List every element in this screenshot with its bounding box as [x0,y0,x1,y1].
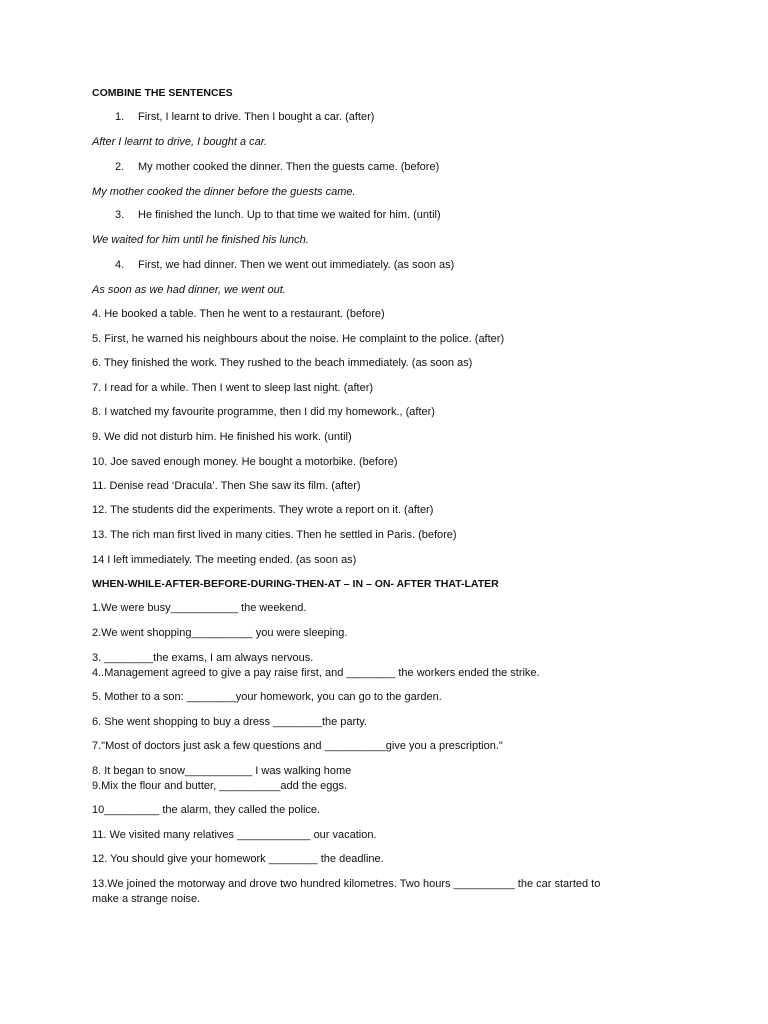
example-answer: As soon as we had dinner, we went out. [92,284,286,296]
example-prompt-text: First, we had dinner. Then we went out immediately. (as soon as) [138,259,455,271]
example-number: 3. [115,209,125,221]
exercise-item: 14 I left immediately. The meeting ended. (as soon as) [92,554,357,566]
example-number: 1. [115,111,125,123]
example-answer: After I learnt to drive, I bought a car. [92,136,268,148]
example-prompt-text: First, I learnt to drive. Then I bought a car. (after) [138,111,375,123]
example-prompt-text: My mother cooked the dinner. Then the guests came. (before) [138,161,440,173]
fill-blank-item: 3. ________the exams, I am always nervous. [92,652,314,664]
fill-blank-item: 12. You should give your homework ________ the deadline. [92,853,384,865]
fill-blank-item: 2.We went shopping__________ you were sleeping. [92,627,348,639]
fill-blank-item: 1.We were busy___________ the weekend. [92,602,307,614]
example-answer: We waited for him until he finished his lunch. [92,234,309,246]
exercise-item: 10. Joe saved enough money. He bought a motorbike. (before) [92,456,398,468]
fill-blank-item: 10_________ the alarm, they called the police. [92,804,321,816]
fill-blank-item: 13.We joined the motorway and drove two hundred kilometres. Two hours __________ the car started to [92,878,601,890]
exercise-item: 11. Denise read ‘Dracula’. Then She saw its film. (after) [92,480,361,492]
fill-blank-item: 6. She went shopping to buy a dress ________the party. [92,716,367,728]
exercise-item: 7. I read for a while. Then I went to sleep last night. (after) [92,382,374,394]
fill-blank-item: 5. Mother to a son: ________your homework, you can go to the garden. [92,691,442,703]
exercise-item: 8. I watched my favourite programme, then I did my homework., (after) [92,406,435,418]
exercise-item: 12. The students did the experiments. They wrote a report on it. (after) [92,504,434,516]
example-prompt [115,259,454,272]
fill-blank-item-continued: make a strange noise. [92,893,201,905]
exercise-item: 6. They finished the work. They rushed to the beach immediately. (as soon as) [92,357,473,369]
example-prompt-text: He finished the lunch. Up to that time we waited for him. (until) [138,209,441,221]
exercise-item: 5. First, he warned his neighbours about the noise. He complaint to the police. (after) [92,333,505,345]
fill-blank-item: 9.Mix the flour and butter, __________add the eggs. [92,780,348,792]
fill-blank-item: 7."Most of doctors just ask a few questions and __________give you a prescription." [92,740,503,752]
example-answer: My mother cooked the dinner before the guests came. [92,186,356,198]
fill-blank-item: 8. It began to snow___________ I was walking home [92,765,352,777]
fill-blank-item: 4..Management agreed to give a pay raise first, and ________ the workers ended the strike. [92,667,540,679]
example-prompt [115,111,374,124]
example-prompt [115,161,439,174]
exercise-item: 9. We did not disturb him. He finished his work. (until) [92,431,352,443]
example-prompt [115,209,441,222]
example-number: 2. [115,161,125,173]
fill-blank-item: 11. We visited many relatives ____________ our vacation. [92,829,377,841]
heading-combine-sentences: COMBINE THE SENTENCES [92,87,233,99]
example-number: 4. [115,259,125,271]
exercise-item: 4. He booked a table. Then he went to a restaurant. (before) [92,308,385,320]
heading-word-list: WHEN-WHILE-AFTER-BEFORE-DURING-THEN-AT – IN – ON- AFTER THAT-LATER [92,578,499,590]
exercise-item: 13. The rich man first lived in many cities. Then he settled in Paris. (before) [92,529,457,541]
